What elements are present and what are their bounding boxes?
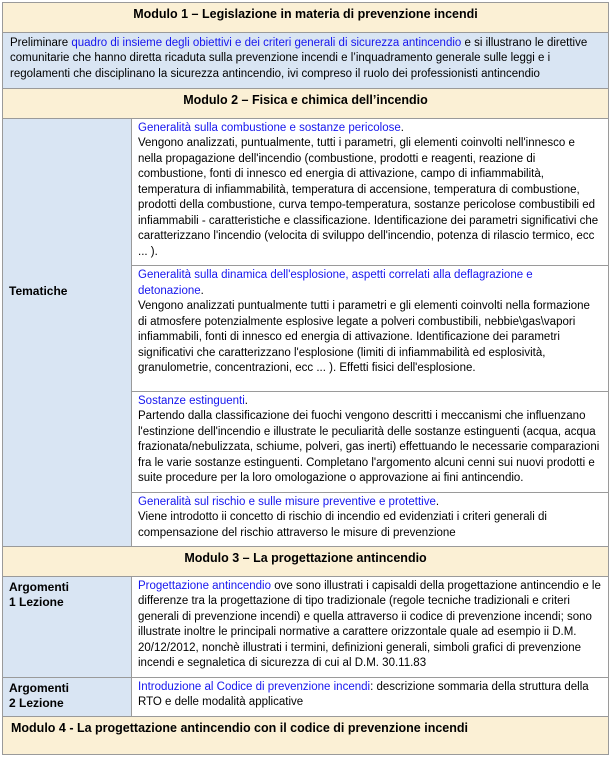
lesson2-text: : descrizione sommaria della struttura della RTO e delle modalità applicative — [138, 680, 589, 708]
topic-heading-row — [138, 121, 601, 137]
topic-heading-row — [138, 394, 601, 410]
module1-intro — [3, 33, 608, 90]
lesson1-label-cell — [3, 577, 132, 677]
topic-combustione-cell — [132, 119, 608, 267]
topic-rischio-body: Viene introdotto ii concetto di rischio di incendio ed evidenziati i criteri generali di compensazione del rischio attraverso le misure di prevenzione — [138, 511, 547, 539]
lesson1-text: ove sono illustrati i capisaldi della progettazione antincendio e le differenze tra la progettazione di tipo tradizionale (regole tecniche tradizionali e criteri generali di prevenzione incendi) e quella attraverso ii codice di prevenzione incendi; sono illustrate inoltre le principali normative a carattere orizzontale quale ad esempio ii D.M. 20/12/2012, nonchè illustrati i termini, definizioni generali, simboli grafici di prevenzione incendi e segnaletica di sicurezza di cui al D.M. 30.11.83 — [138, 579, 601, 669]
module1-title: Modulo 1 – Legislazione in materia di prevenzione incendi — [133, 7, 478, 21]
lesson2-text-cell — [132, 678, 608, 716]
topic-heading-period: . — [400, 121, 404, 134]
topic-estinguenti-link[interactable]: Sostanze estinguenti — [138, 394, 245, 407]
lesson2-link[interactable]: Introduzione al Codice di prevenzione incendi — [138, 680, 371, 693]
topic-esplosione-cell — [132, 266, 608, 392]
lesson1-row — [3, 577, 608, 678]
lesson1-link[interactable]: Progettazione antincendio — [138, 579, 271, 592]
tematiche-label-cell — [3, 119, 132, 547]
lesson2-label-line2: 2 Lezione — [9, 696, 64, 710]
topic-esplosione-link[interactable]: Generalità sulla dinamica dell'esplosione, aspetti correlati alla deflagrazione e detonazione — [138, 269, 533, 297]
lesson1-text-cell — [132, 577, 608, 677]
module3-header — [3, 547, 608, 577]
topic-heading-period: . — [435, 495, 440, 508]
module1-intro-suffix: e si illustrano le direttive comunitarie che hanno diretta ricaduta sulla prevenzione incendi e l’inquadramento generale sulle leggi e i regolamenti che disciplinano la sicurezza antincendio, ivi compreso il ruolo dei professionisti antincendio — [10, 36, 588, 80]
topic-rischio-cell — [132, 493, 608, 547]
topic-heading-period: . — [200, 284, 204, 297]
module3-title: Modulo 3 – La progettazione antincendio — [184, 551, 427, 565]
lesson2-row — [3, 678, 608, 717]
topic-rischio-link[interactable]: Generalità sul rischio e sulle misure preventive e protettive — [138, 495, 436, 508]
module1-header — [3, 3, 608, 33]
topic-combustione-body: Vengono analizzati, puntualmente, tutti i parametri, gli elementi coinvolti nell'innesco e nella propagazione dell'incendio (combustione, prodotti e reagenti, reazione di combustione, fonti di innesco ed energia di attivazione, campo di infiammabilità, temperatura di infiammabilità, temperatura di accensione, temperatura di combustione, prodotti della combustione, curva tempo-temperatura, sostanze pericolose combustibili ed infiammabili - caratteristiche e classificazione. Identificazione dei parametri significativi che caratterizzano l'incendio (velocita di sviluppo dell'incendio, potenza di rilascio termico, ecc ... ). — [138, 137, 599, 258]
module2-title: Modulo 2 – Fisica e chimica dell’incendio — [183, 93, 428, 107]
course-program-table — [2, 2, 609, 755]
tematiche-row — [3, 119, 608, 548]
lesson2-label-line1: Argomenti — [9, 680, 69, 695]
topic-heading-period: . — [244, 394, 248, 407]
module4-title: Modulo 4 - La progettazione antincendio con il codice di prevenzione incendi — [11, 720, 468, 735]
lesson1-label-line2: 1 Lezione — [9, 595, 64, 609]
module4-header — [3, 717, 608, 755]
topic-estinguenti-cell — [132, 392, 608, 493]
topic-esplosione-body: Vengono analizzati puntualmente tutti i parametri e gli elementi coinvolti nella formazione di atmosfere potenzialmente esplosive legate a polveri combustibili, nebbie\gas\vapori infiammabili, fonti di innesco ed energia di attivazione. Identificazione dei parametri significativi che caratterizzano l'esplosione (limiti di infiammabilità ed esplosività, granulometrie, concentrazioni, ecc ... ). Effetti fisici dell'esplosione. — [138, 300, 590, 374]
module1-intro-prefix: Preliminare — [10, 36, 72, 49]
topic-estinguenti-body: Partendo dalla classificazione dei fuochi vengono descritti i meccanismi che influenzano l'estinzione dell'incendio e illustrate le peculiarità delle sostanze estinguenti (acqua, acqua frazionata/nebulizzata, schiume, polveri, gas inerti) effettuando le necessarie comparazioni fra le varie sostanze estinguenti. Completano l'argomento alcuni cenni sui nuovi prodotti e suite procedure per la loro omologazione o approvazione ai fini antincendio. — [138, 410, 600, 484]
module1-intro-link[interactable]: quadro di insieme degli obiettivi e dei criteri generali di sicurezza antincendio — [71, 36, 462, 49]
tematiche-label: Tematiche — [9, 283, 68, 298]
topic-heading-row — [138, 268, 601, 299]
tematiche-topics-column — [132, 119, 608, 547]
lesson1-label-line1: Argomenti — [9, 579, 69, 594]
lesson2-label-cell — [3, 678, 132, 716]
topic-heading-row — [138, 495, 601, 511]
topic-combustione-link[interactable]: Generalità sulla combustione e sostanze pericolose — [138, 121, 401, 134]
module2-header — [3, 89, 608, 119]
